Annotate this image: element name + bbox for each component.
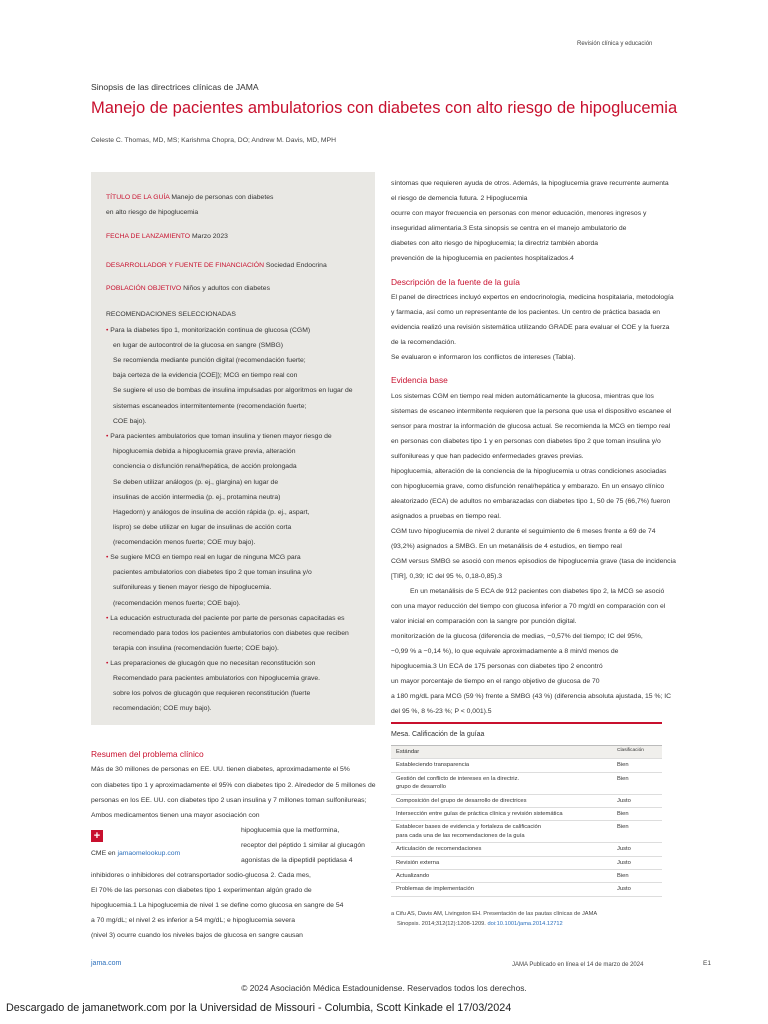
guide-title-value-2: en alto riesgo de hipoglucemia — [106, 209, 199, 216]
guide-title-label: TÍTULO DE LA GUÍA — [106, 194, 170, 201]
developer-value: Sociedad Endocrina — [265, 262, 327, 269]
summary-heading: Resumen del problema clínico — [91, 749, 204, 759]
source-line: Se evaluaron e informaron los conflictos de intereses (Tabla). — [391, 354, 576, 361]
rec-line: sistemas escaneados intermitentemente (recomendación fuerte; — [113, 403, 307, 410]
copyright: © 2024 Asociación Médica Estadounidense. Reservados todos los derechos. — [241, 983, 527, 993]
evidence-line: [TIR], 0,39; IC del 95 %, 0,18-0,85).3 — [391, 573, 503, 580]
footer-publication: JAMA Publicado en línea el 14 de marzo de 2024 — [512, 962, 644, 968]
rec-line: hipoglucemia debida a hipoglucemia grave previa, alteración — [113, 448, 296, 455]
table-title: Mesa. Calificación de la guíaa — [391, 731, 485, 738]
release-date-row — [106, 233, 228, 240]
cme-prefix: CME en — [91, 850, 116, 857]
rating-table — [391, 745, 662, 897]
summary-line: inhibidores o inhibidores del cotransportador sodio-glucosa 2. Cada mes, — [91, 872, 311, 879]
rec-line: Recomendado para pacientes ambulatorios con hipoglucemia grave. — [113, 675, 321, 682]
bullet-icon: • — [106, 327, 109, 334]
cme-plus-icon: + — [91, 830, 103, 842]
rec-line: • Las preparaciones de glucagón que no necesitan reconstitución son — [106, 660, 316, 667]
evidence-line: a 180 mg/dL para MCG (59 %) frente a SMBG (43 %) (diferencia absoluta ajustada, 15 %; IC — [391, 693, 672, 700]
intro-line: el riesgo de demencia futura. 2 Hipoglucemia — [391, 195, 528, 202]
page-number: E1 — [703, 960, 711, 967]
rec-line: en lugar de autocontrol de la glucosa en sangre (SMBG) — [113, 342, 284, 349]
table-row: Composición del grupo de desarrollo de directrices Justo — [391, 795, 662, 808]
intro-line: síntomas que requieren ayuda de otros. Además, la hipoglucemia grave recurrente aumenta — [391, 180, 669, 187]
developer-row — [106, 262, 327, 269]
population-value: Niños y adultos con diabetes — [183, 285, 270, 292]
section-label: Sinopsis de las directrices clínicas de JAMA — [91, 82, 259, 92]
population-row — [106, 285, 270, 292]
evidence-line: valor inicial en comparación con la sangre por punción digital. — [391, 618, 577, 625]
source-heading: Descripción de la fuente de la guía — [391, 277, 520, 287]
intro-line: ocurre con mayor frecuencia en personas con menor educación, menores ingresos y — [391, 210, 647, 217]
evidence-heading: Evidencia base — [391, 375, 448, 385]
recommendations-label: RECOMENDACIONES SELECCIONADAS — [106, 311, 236, 318]
table-divider — [391, 722, 662, 724]
cme-link[interactable]: jamaomelookup.com — [117, 850, 181, 857]
rec-line: Se recomienda mediante punción digital (recomendación fuerte; — [113, 357, 306, 364]
page-title: Manejo de pacientes ambulatorios con diabetes con alto riesgo de hipoglucemia — [91, 99, 678, 117]
table-row: Estableciendo transparencia Bien — [391, 759, 662, 772]
evidence-line: un mayor porcentaje de tiempo en el rango objetivo de glucosa de 70 — [391, 678, 600, 685]
summary-line: Ambos medicamentos tienen una mayor asociación con — [91, 812, 260, 819]
evidence-line: con una mayor reducción del tiempo con glucosa inferior a 70 mg/dl en comparación con el — [391, 603, 666, 610]
guide-title-value: Manejo de personas con diabetes — [171, 194, 274, 201]
rec-line: lispro) se debe utilizar en lugar de insulinas de acción corta — [113, 524, 292, 531]
summary-line: a 70 mg/dL; el nivel 2 es inferior a 54 mg/dL; e hipoglucemia severa — [91, 917, 296, 924]
rec-line: Se deben utilizar análogos (p. ej., glargina) en lugar de — [113, 479, 279, 486]
evidence-line: con hipoglucemia grave, como disfunción renal/hepática y embarazo. En un ensayo clínico — [391, 483, 665, 490]
rec-line: baja certeza de la evidencia [COE]); MCG en tiempo real con — [113, 372, 298, 379]
intro-line: inseguridad alimentaria.3 Esta sinopsis se centra en el manejo ambulatorio de — [391, 225, 627, 232]
summary-line: personas en los EE. UU. con diabetes tipo 2 usan insulina y 7 millones toman sulfonilureas; — [91, 797, 367, 804]
evidence-line: asignados a pruebas en tiempo real. — [391, 513, 501, 520]
table-header-row — [391, 746, 662, 759]
table-footnote-line: Sinopsis. 2014;312(12):1208-1209. doi:10.1001/jama.2014.12712 — [397, 920, 563, 927]
table-footnote — [391, 910, 597, 929]
source-line: El panel de directrices incluyó expertos en endocrinología, medicina hospitalaria, metodología — [391, 294, 674, 301]
intro-line: diabetes con alto riesgo de hipoglucemia; la directriz también aborda — [391, 240, 599, 247]
rec-line: (recomendación menos fuerte; COE muy bajo). — [113, 539, 256, 546]
evidence-line: −0,99 % a −0,14 %), lo que equivale aproximadamente a 8 min/d menos de — [391, 648, 619, 655]
table-row: Actualizando Bien — [391, 870, 662, 883]
column-header-standard: Estándar — [396, 749, 420, 755]
evidence-line: del 95 %, 8 %-23 %; P < 0,001).5 — [391, 708, 492, 715]
table-row: Intersección entre guías de práctica clínica y revisión sistemática Bien — [391, 808, 662, 821]
table-row: Establecer bases de evidencia y fortaleza de calificación para cada una de las recomendaciones de la guía Bien — [391, 821, 662, 843]
rec-line: • Se sugiere MCG en tiempo real en lugar de ninguna MCG para — [106, 554, 301, 561]
rec-line: COE bajo). — [113, 418, 147, 425]
table-row: Articulación de recomendaciones Justo — [391, 843, 662, 856]
evidence-line: aleatorizado (ECA) de adultos no embarazadas con diabetes tipo 1, 50 de 75 (66,7%) fueron — [391, 498, 671, 505]
evidence-line: hipoglucemia, alteración de la conciencia de la hipoglucemia u otras condiciones asociadas — [391, 468, 667, 475]
footer-site-link[interactable]: jama.com — [91, 960, 122, 967]
bullet-icon: • — [106, 660, 109, 667]
summary-line: Más de 30 millones de personas en EE. UU. tienen diabetes, aproximadamente el 5% — [91, 766, 350, 773]
evidence-line: En un metanálisis de 5 ECA de 912 pacientes con diabetes tipo 2, la MCG se asoció — [410, 588, 665, 595]
section-header: Revisión clínica y educación — [577, 41, 653, 47]
bullet-icon: • — [106, 615, 109, 622]
developer-label: DESARROLLADOR Y FUENTE DE FINANCIACIÓN — [106, 262, 264, 269]
authors: Celeste C. Thomas, MD, MS; Karishma Chopra, DO; Andrew M. Davis, MD, MPH — [91, 137, 337, 144]
table-footnote-line: a Cifu AS, Davis AM, Livingston EH. Presentación de las pautas clínicas de JAMA — [391, 911, 598, 917]
bullet-icon: • — [106, 554, 109, 561]
evidence-line: sensor para mostrar la información de glucosa actual. Se recomienda la MCG en tiempo real — [391, 423, 671, 430]
rec-line: • Para pacientes ambulatorios que toman insulina y tienen mayor riesgo de — [106, 433, 332, 440]
doi-link[interactable]: doi:10.1001/jama.2014.12712 — [487, 920, 563, 927]
intro-line: prevención de la hipoglucemia en pacientes hospitalizados.4 — [391, 255, 574, 262]
summary-line: hipoglucemia.1 La hipoglucemia de nivel 1 se define como glucosa en sangre de 54 — [91, 902, 344, 909]
summary-line: El 70% de las personas con diabetes tipo 1 experimentan algún grado de — [91, 887, 312, 894]
source-line: y farmacia, así como un representante de los pacientes. Un centro de práctica basada en — [391, 309, 661, 316]
rec-line: recomendado para todos los pacientes ambulatorios con diabetes que reciben — [113, 630, 349, 637]
release-date-label: FECHA DE LANZAMIENTO — [106, 233, 191, 240]
rec-line: Se sugiere el uso de bombas de insulina impulsadas por algoritmos en lugar de — [113, 387, 353, 394]
rec-line: • Para la diabetes tipo 1, monitorización continua de glucosa (CGM) — [106, 327, 311, 334]
evidence-line: sulfonilureas y que han padecido enfermedades graves previas. — [391, 453, 584, 460]
rec-line: pacientes ambulatorios con diabetes tipo 2 que toman insulina y/o — [113, 569, 312, 576]
rec-line: conciencia o disfunción renal/hepática, de acción prolongada — [113, 463, 297, 470]
evidence-line: monitorización de la glucosa (diferencia de medias, −0,57% del tiempo; IC del 95%, — [391, 633, 643, 640]
rec-line: insulinas de acción intermedia (p. ej., protamina neutra) — [113, 494, 281, 501]
source-line: evidencia realizó una revisión sistemática utilizando GRADE para evaluar el COE y la fuerza — [391, 324, 670, 331]
rec-line: terapia con insulina (recomendación fuerte; COE bajo). — [113, 645, 279, 652]
guide-title-row — [106, 194, 273, 201]
bullet-icon: • — [106, 433, 109, 440]
table-row: Revisión externa Justo — [391, 857, 662, 870]
evidence-line: en personas con diabetes tipo 1 y en personas con diabetes tipo 2 que toman insulina y/o — [391, 438, 661, 445]
rec-line: Hagedorn) y análogos de insulina de acción rápida (p. ej., aspart, — [113, 509, 310, 516]
population-label: POBLACIÓN OBJETIVO — [106, 285, 182, 292]
table-row: Gestión del conflicto de intereses en la directriz. grupo de desarrollo Bien — [391, 773, 662, 795]
rec-line: sobre los polvos de glucagón que requieren reconstitución (fuerte — [113, 690, 311, 697]
evidence-line: (93,2%) asignados a SMBG. En un metanálisis de 4 estudios, en tiempo real — [391, 543, 622, 550]
evidence-line: CGM versus SMBG se asoció con menos episodios de hipoglucemia grave (tasa de incidencia — [391, 558, 676, 565]
source-line: de la recomendación. — [391, 339, 456, 346]
table-row: Problemas de implementación Justo — [391, 883, 662, 896]
evidence-line: CGM tuvo hipoglucemia de nivel 2 durante el seguimiento de 6 meses frente a 69 de 74 — [391, 528, 656, 535]
rec-line: (recomendación menos fuerte; COE bajo). — [113, 600, 241, 607]
column-header-rating: Clasificación — [617, 748, 644, 753]
download-notice: Descargado de jamanetwork.com por la Universidad de Missouri - Columbia, Scott Kinkade el 17/03/2024 — [6, 1002, 512, 1014]
summary-line: (nivel 3) ocurre cuando los niveles bajos de glucosa en sangre causan — [91, 932, 303, 939]
evidence-line: hipoglucemia.3 Un ECA de 175 personas con diabetes tipo 2 encontró — [391, 663, 603, 670]
evidence-line: Los sistemas CGM en tiempo real miden automáticamente la glucosa, mientras que los — [391, 393, 654, 400]
summary-line: con diabetes tipo 1 y aproximadamente el 95% con diabetes tipo 2. Alrededor de 5 millones de — [91, 782, 376, 789]
rec-line: • La educación estructurada del paciente por parte de personas capacitadas es — [106, 615, 345, 622]
evidence-line: sistemas de escaneo intermitente requieren que la persona que usa el dispositivo escanee el — [391, 408, 672, 415]
guideline-summary-box — [91, 172, 375, 725]
summary-line: receptor del péptido 1 similar al glucagón — [241, 842, 365, 849]
summary-line: hipoglucemia que la metformina, — [241, 827, 340, 834]
cme-row — [91, 850, 180, 857]
release-date-value: Marzo 2023 — [192, 233, 228, 240]
rec-line: sulfonilureas y tienen mayor riesgo de hipoglucemia. — [113, 584, 272, 591]
summary-line: agonistas de la dipeptidil peptidasa 4 — [241, 857, 353, 864]
rec-line: recomendación; COE muy bajo). — [113, 705, 212, 712]
